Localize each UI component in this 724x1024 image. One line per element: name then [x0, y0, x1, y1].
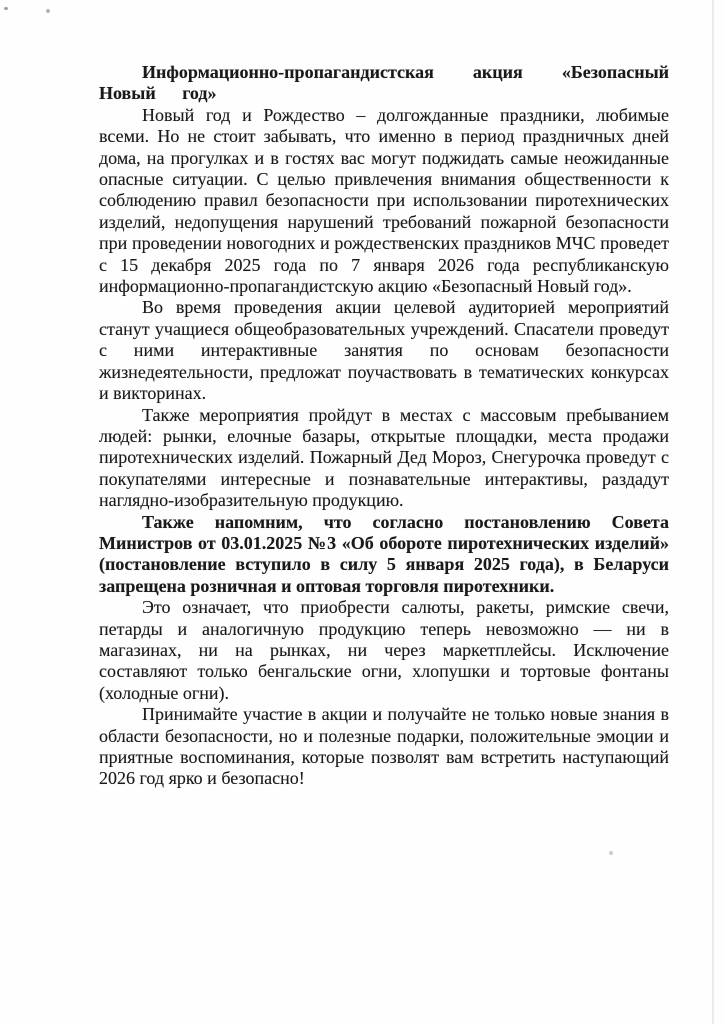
document-title: Информационно-пропагандистская акция «Безопасный Новый год» — [99, 62, 669, 104]
scan-speck — [4, 7, 8, 10]
scan-edge-line — [712, 0, 714, 1024]
document-body — [99, 62, 669, 790]
paragraph-list — [99, 105, 669, 790]
paragraph: Также мероприятия пройдут в местах с массовым пребыванием людей: рынки, елочные базары, открытые площадки, места продажи пиротехнических изделий. Пожарный Дед Мороз, Снегурочка проведут с покупателями интересные и познавательные интерактивы, раздадут наглядно-изобразительную продукцию. — [99, 404, 669, 511]
paragraph: Это означает, что приобрести салюты, ракеты, римские свечи, петарды и аналогичную продукцию теперь невозможно — ни в магазинах, ни на рынках, ни через маркетплейсы. Исключение составляют только бенгальские огни, хлопушки и тортовые фонтаны (холодные огни). — [99, 597, 669, 703]
scan-speck — [609, 851, 613, 855]
paragraph: Во время проведения акции целевой аудиторией мероприятий станут учащиеся общеобразовательных учреждений. Спасатели проведут с ними интерактивные занятия по основам безопасности жизнедеятельности, предложат поучаствовать в тематических конкурсах и викторинах. — [99, 297, 669, 404]
paragraph: Новый год и Рождество – долгожданные праздники, любимые всеми. Но не стоит забывать, что именно в период праздничных дней дома, на прогулках и в гостях вас могут поджидать самые неожиданные опасные ситуации. С целью привлечения внимания общественности к соблюдению правил безопасности при использовании пиротехнических изделий, недопущения нарушений требований пожарной безопасности при проведении новогодних и рождественских праздников МЧС проведет с 15 декабря 2025 года по 7 января 2026 года республиканскую информационно-пропагандистскую акцию «Безопасный Новый год». — [99, 104, 669, 297]
scan-speck — [46, 9, 50, 13]
paragraph: Принимайте участие в акции и получайте не только новые знания в области безопасности, но и полезные подарки, положительные эмоции и приятные воспоминания, которые позволят вам встретить наступающий 2026 год ярко и безопасно! — [99, 704, 669, 789]
paragraph: Также напомним, что согласно постановлению Совета Министров от 03.01.2025 №3 «Об обороте пиротехнических изделий» (постановление вступило в силу 5 января 2025 года), в Беларуси запрещена розничная и оптовая торговля пиротехники. — [99, 511, 669, 596]
